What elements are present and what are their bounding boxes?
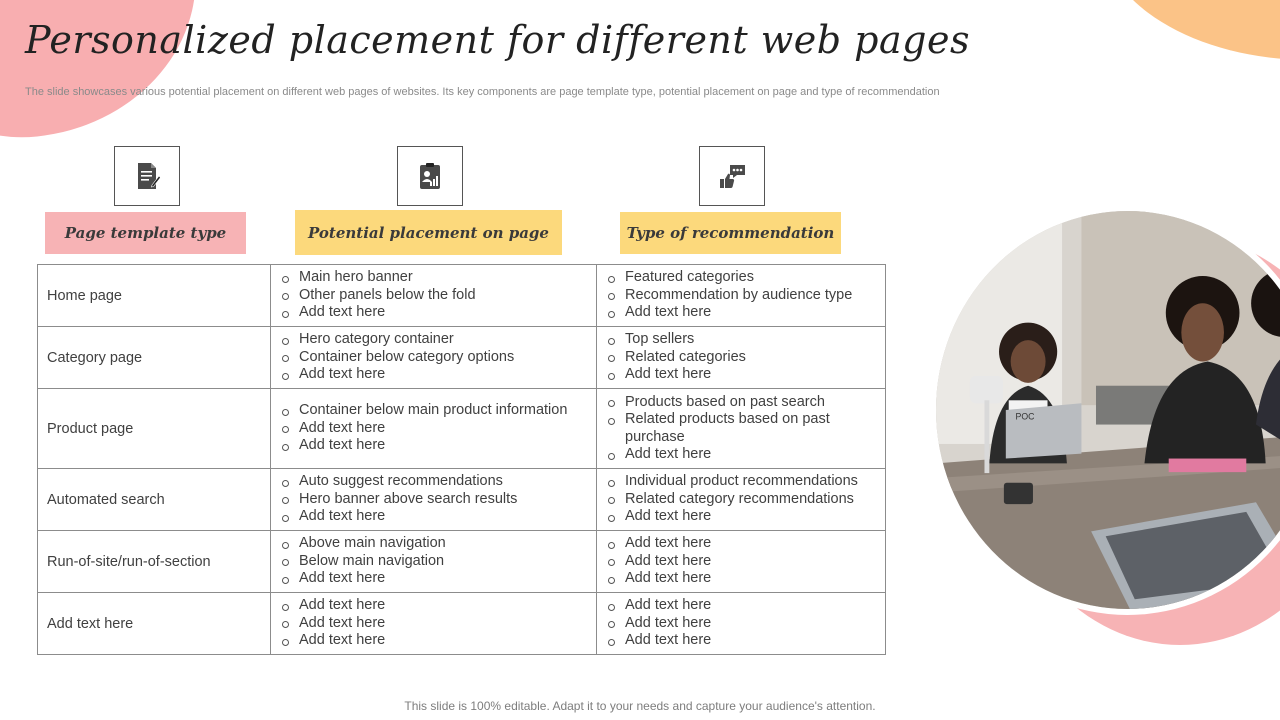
table-row [38,531,886,593]
recommendation-item: Related products based on past purchase [607,411,881,446]
page-template-cell: Category page [38,327,271,389]
recommendation-list [597,269,885,322]
recommendation-item: Related category recommendations [607,491,881,509]
table-row [38,389,886,469]
table-row [38,327,886,389]
placement-item: Auto suggest recommendations [281,473,592,491]
decorative-blob-orange [1100,0,1280,60]
page-template-cell: Run-of-site/run-of-section [38,531,271,593]
footer-note: This slide is 100% editable. Adapt it to your needs and capture your audience's attention. [404,699,876,713]
placement-cell [271,327,597,389]
meeting-photo [930,205,1280,615]
placement-item: Add text here [281,570,592,588]
recommendation-list [597,535,885,588]
placement-cell [271,389,597,469]
header-potential-placement: Potential placement on page [295,210,562,255]
placement-cell [271,265,597,327]
placement-list [271,331,596,384]
recommendation-cell [597,531,886,593]
photo-shirt-text: POC [1015,411,1035,422]
recommendation-item: Add text here [607,366,881,384]
recommendation-item: Top sellers [607,331,881,349]
placement-cell [271,593,597,655]
recommendation-cell [597,265,886,327]
placement-item: Add text here [281,437,592,455]
placement-item: Container below category options [281,349,592,367]
recommendation-item: Featured categories [607,269,881,287]
placement-cell [271,469,597,531]
placement-item: Add text here [281,508,592,526]
placement-item: Container below main product information [281,402,592,420]
recommendation-cell [597,389,886,469]
page-template-cell: Product page [38,389,271,469]
placement-item: Add text here [281,420,592,438]
placement-list [271,597,596,650]
recommendation-item: Add text here [607,446,881,464]
placement-item: Add text here [281,632,592,650]
recommendation-list [597,473,885,526]
placement-item: Main hero banner [281,269,592,287]
recommendation-cell [597,469,886,531]
placement-item: Add text here [281,304,592,322]
recommendation-list [597,394,885,464]
recommendation-item: Add text here [607,570,881,588]
page-template-cell: Automated search [38,469,271,531]
recommendation-item: Individual product recommendations [607,473,881,491]
recommendation-item: Add text here [607,615,881,633]
recommendation-item: Add text here [607,632,881,650]
placement-list [271,535,596,588]
clipboard-chart-icon [397,146,463,206]
header-page-template-type: Page template type [45,212,246,254]
placement-item: Other panels below the fold [281,287,592,305]
header-type-of-recommendation: Type of recommendation [620,212,841,254]
recommendation-item: Products based on past search [607,394,881,412]
placement-item: Add text here [281,615,592,633]
recommendation-item: Add text here [607,304,881,322]
placement-item: Above main navigation [281,535,592,553]
recommendation-item: Add text here [607,553,881,571]
page-subtitle: The slide showcases various potential placement on different web pages of websites. Its key components are page template type, potential placement on page and type of recommendation [25,86,940,98]
placement-item: Below main navigation [281,553,592,571]
recommendation-list [597,331,885,384]
placement-item: Add text here [281,597,592,615]
recommendation-item: Add text here [607,535,881,553]
table-row [38,469,886,531]
placement-item: Hero category container [281,331,592,349]
page-template-cell: Add text here [38,593,271,655]
document-icon [114,146,180,206]
table-row [38,265,886,327]
thumbs-up-chat-icon [699,146,765,206]
placement-list [271,269,596,322]
recommendation-cell [597,327,886,389]
table-row [38,593,886,655]
recommendation-item: Add text here [607,597,881,615]
recommendation-list [597,597,885,650]
placement-item: Hero banner above search results [281,491,592,509]
recommendation-cell [597,593,886,655]
placement-list [271,402,596,455]
recommendation-item: Add text here [607,508,881,526]
page-title: Personalized placement for different web pages [25,18,970,62]
recommendation-item: Recommendation by audience type [607,287,881,305]
recommendation-item: Related categories [607,349,881,367]
placement-list [271,473,596,526]
page-template-cell: Home page [38,265,271,327]
placement-item: Add text here [281,366,592,384]
placement-table [37,264,886,655]
placement-cell [271,531,597,593]
